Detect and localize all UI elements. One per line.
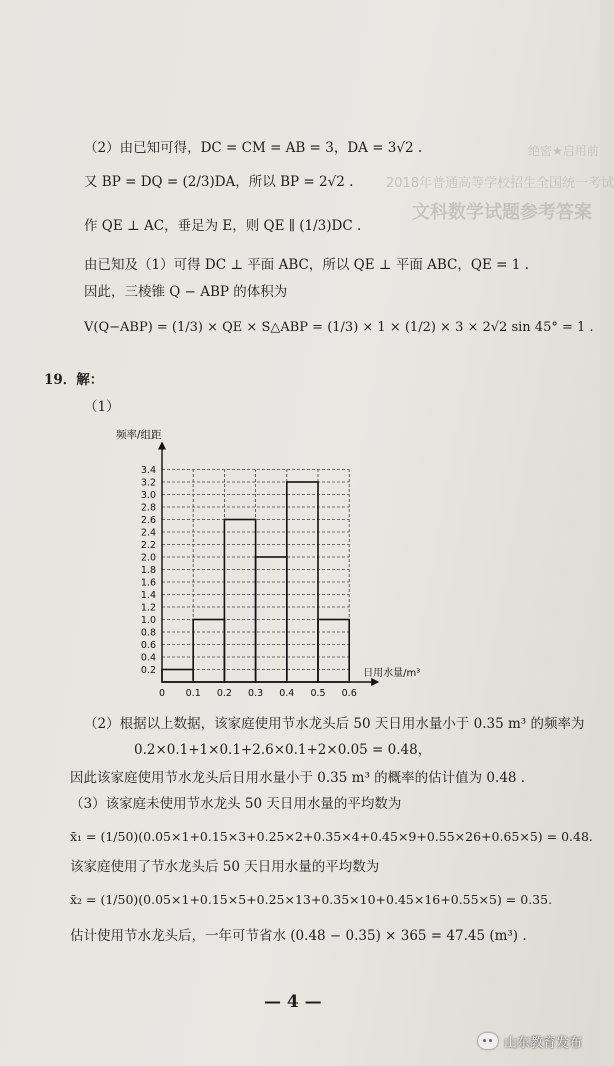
mean-1-formula: x̄₁ = (1/50)(0.05×1+0.15×3+0.25×2+0.35×4+0.45×9+0.55×26+0.65×5) = 0.48. (70, 829, 593, 844)
y-tick-label-10: 2.2 (140, 540, 156, 551)
y-tick-label-6: 1.4 (140, 590, 156, 601)
frequency-histogram (100, 414, 421, 708)
y-tick-label-14: 3.0 (140, 490, 156, 501)
x-tick-label-5: 0.5 (310, 688, 326, 699)
x-axis-arrow (371, 678, 379, 686)
y-tick-label-15: 3.2 (140, 477, 156, 489)
y-tick-label-8: 1.8 (140, 565, 156, 576)
part2-line-1: （2）由已知可得，DC = CM = AB = 3，DA = 3√2 . (84, 140, 423, 156)
question-19-part1-label: （1） (84, 399, 120, 415)
question-19-heading: 19．解： (44, 372, 104, 388)
part2-line-5: 因此，三棱锥 Q − ABP 的体积为 (84, 284, 288, 300)
part2-answer-line-2: 0.2×0.1+1×0.1+2.6×0.1+2×0.05 = 0.48， (134, 742, 432, 758)
x-tick-label-6: 0.6 (341, 688, 357, 699)
y-tick-label-1: 0.4 (140, 652, 156, 664)
part2-answer-line-3: 因此该家庭使用节水龙头后日用水量小于 0.35 m³ 的概率的估计值为 0.48 . (70, 770, 526, 786)
watermark-text: 山东教育发布 (503, 1035, 582, 1051)
histogram-bar-1 (193, 620, 224, 683)
y-tick-label-9: 2.0 (140, 552, 156, 564)
y-tick-label-5: 1.2 (140, 602, 156, 614)
part3-answer-line-1: （3）该家庭未使用节水龙头 50 天日用水量的平均数为 (70, 796, 402, 812)
volume-formula: V(Q−ABP) = (1/3) × QE × S△ABP = (1/3) × 1 × (1/2) × 3 × 2√2 sin 45° = 1 . (84, 320, 594, 335)
x-tick-label-1: 0.1 (185, 688, 201, 699)
part2-line-2: 又 BP = DQ = (2/3)DA，所以 BP = 2√2 . (84, 174, 354, 190)
y-tick-label-12: 2.6 (140, 515, 156, 526)
bleed-through-header-year: 2018年普通高等学校招生全国统一考试 (386, 176, 614, 191)
wechat-icon (478, 1033, 498, 1049)
part3-answer-line-3: 估计使用节水龙头后，一年可节省水 (0.48 − 0.35) × 365 = 47.45 (m³) . (70, 928, 527, 944)
x-tick-label-2: 0.2 (216, 688, 232, 699)
histogram-bar-0 (162, 670, 193, 683)
part3-answer-line-2: 该家庭使用了节水龙头后 50 天日用水量的平均数为 (70, 859, 380, 875)
x-tick-label-0: 0 (158, 688, 166, 699)
y-tick-label-11: 2.4 (140, 527, 156, 539)
part2-line-4: 由已知及（1）可得 DC ⊥ 平面 ABC，所以 QE ⊥ 平面 ABC，QE = 1 . (84, 257, 529, 273)
y-tick-label-4: 1.0 (140, 615, 156, 626)
x-tick-label-4: 0.4 (279, 688, 295, 699)
watermark (478, 1030, 582, 1052)
x-axis-label: 日用水量/m³ (363, 668, 421, 679)
y-axis-label: 频率/组距 (116, 429, 162, 441)
y-tick-label-0: 0.2 (140, 665, 156, 676)
part2-answer-line-1: （2）根据以上数据，该家庭使用节水龙头后 50 天日用水量小于 0.35 m³ 的频率为 (84, 716, 585, 732)
y-axis-arrow (158, 442, 166, 450)
histogram-svg (100, 414, 421, 708)
part2-line-3: 作 QE ⊥ AC，垂足为 E，则 QE ∥ (1/3)DC . (84, 218, 362, 234)
y-tick-label-3: 0.8 (140, 627, 156, 639)
y-tick-label-7: 1.6 (140, 577, 156, 589)
histogram-bar-5 (318, 620, 349, 683)
bleed-through-header-title: 文科数学试题参考答案 (412, 202, 592, 223)
y-tick-label-13: 2.8 (140, 502, 156, 514)
page-number: — 4 — (264, 992, 322, 1012)
mean-2-formula: x̄₂ = (1/50)(0.05×1+0.15×5+0.25×13+0.35×10+0.45×16+0.55×5) = 0.35. (70, 892, 553, 907)
y-tick-label-16: 3.4 (140, 465, 156, 476)
y-tick-label-2: 0.6 (140, 640, 156, 651)
histogram-bar-2 (224, 520, 255, 683)
bleed-through-header-mark: 绝密★启用前 (528, 144, 599, 158)
x-tick-label-3: 0.3 (248, 688, 264, 699)
